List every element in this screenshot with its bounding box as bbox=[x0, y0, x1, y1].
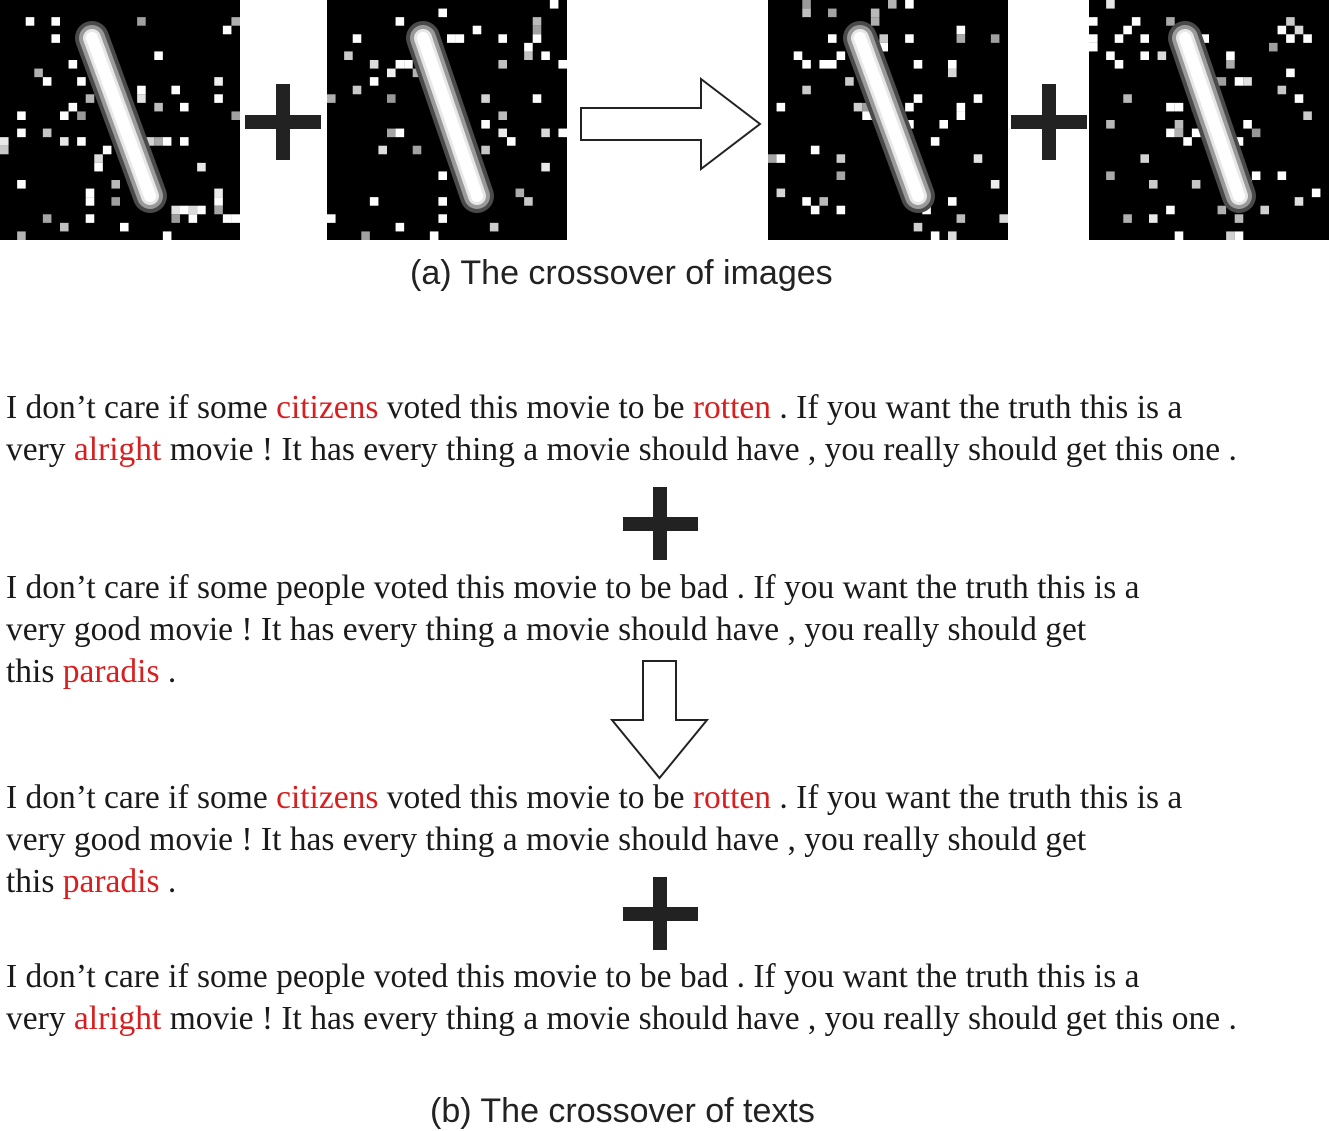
text-line bbox=[6, 777, 1182, 819]
plus-icon bbox=[623, 487, 698, 560]
text-segment: very bbox=[6, 431, 74, 468]
text-segment: I don’t care if some people voted this movie to be bad . If you want the truth this is a bbox=[6, 958, 1140, 995]
text-segment: this bbox=[6, 653, 63, 690]
caption-texts: (b) The crossover of texts bbox=[430, 1092, 815, 1130]
text-parent-1 bbox=[6, 387, 1237, 471]
digit-image-child-2 bbox=[1089, 0, 1329, 240]
text-line bbox=[6, 861, 1182, 903]
text-line bbox=[6, 567, 1139, 609]
text-parent-2 bbox=[6, 567, 1139, 693]
right-arrow-icon bbox=[580, 78, 762, 170]
text-segment: . If you want the truth this is a bbox=[771, 779, 1183, 816]
text-segment: . bbox=[159, 863, 177, 900]
plus-icon bbox=[623, 877, 698, 950]
text-segment: this bbox=[6, 863, 63, 900]
text-segment: I don’t care if some bbox=[6, 389, 277, 426]
text-segment: . bbox=[159, 653, 177, 690]
highlighted-word: citizens bbox=[276, 389, 379, 426]
highlighted-word: paradis bbox=[62, 653, 160, 690]
text-segment: I don’t care if some people voted this movie to be bad . If you want the truth this is a bbox=[6, 569, 1140, 606]
text-segment: . If you want the truth this is a bbox=[771, 389, 1183, 426]
highlighted-word: alright bbox=[73, 1000, 162, 1037]
text-segment: very good movie ! It has every thing a movie should have , you really should get bbox=[6, 821, 1087, 858]
digit-image-child-1 bbox=[768, 0, 1008, 240]
text-segment: I don’t care if some bbox=[6, 779, 277, 816]
text-line bbox=[6, 387, 1237, 429]
text-segment: movie ! It has every thing a movie should have , you really should get this one . bbox=[161, 431, 1237, 468]
highlighted-word: paradis bbox=[62, 863, 160, 900]
down-arrow-icon bbox=[611, 660, 709, 780]
text-line bbox=[6, 429, 1237, 471]
text-line bbox=[6, 609, 1139, 651]
text-line bbox=[6, 651, 1139, 693]
plus-icon bbox=[1011, 84, 1087, 160]
text-segment: voted this movie to be bbox=[378, 779, 693, 816]
caption-images: (a) The crossover of images bbox=[410, 254, 833, 292]
text-child-1 bbox=[6, 777, 1182, 903]
highlighted-word: rotten bbox=[692, 779, 772, 816]
text-segment: voted this movie to be bbox=[378, 389, 693, 426]
text-segment: movie ! It has every thing a movie should have , you really should get this one . bbox=[161, 1000, 1237, 1037]
highlighted-word: rotten bbox=[692, 389, 772, 426]
text-line bbox=[6, 998, 1237, 1040]
text-segment: very good movie ! It has every thing a movie should have , you really should get bbox=[6, 611, 1087, 648]
highlighted-word: citizens bbox=[276, 779, 379, 816]
text-line bbox=[6, 956, 1237, 998]
plus-icon bbox=[245, 84, 321, 160]
digit-image-parent-2 bbox=[327, 0, 567, 240]
text-segment: very bbox=[6, 1000, 74, 1037]
text-line bbox=[6, 819, 1182, 861]
digit-image-parent-1 bbox=[0, 0, 240, 240]
text-child-2 bbox=[6, 956, 1237, 1040]
highlighted-word: alright bbox=[73, 431, 162, 468]
